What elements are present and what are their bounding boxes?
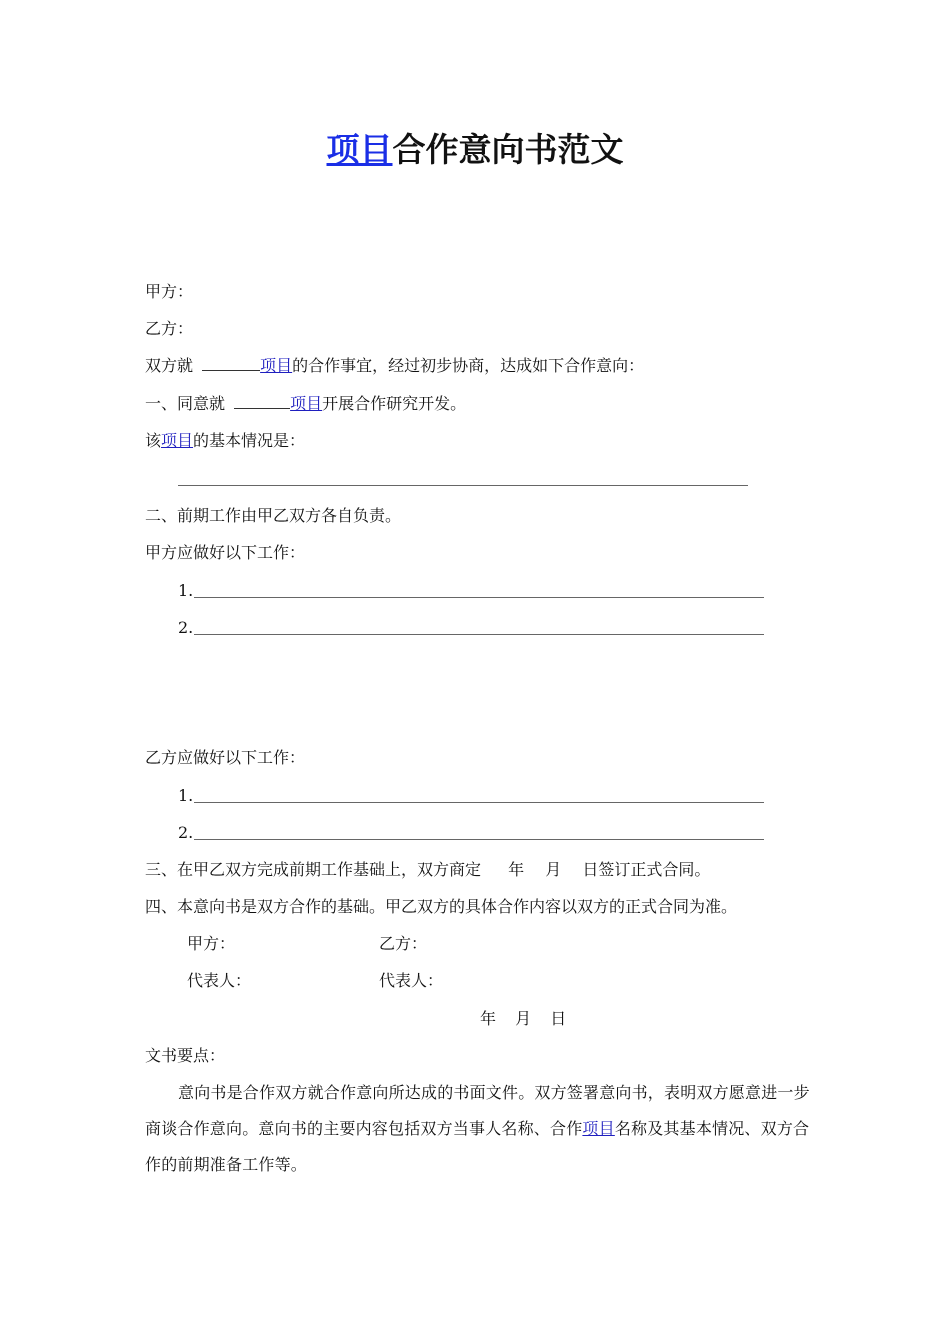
clause-1-blank[interactable] <box>234 394 290 409</box>
basic-pre: 该 <box>145 431 162 450</box>
basic-post: 的基本情况是： <box>193 431 306 450</box>
signature-party-a: 甲方： <box>187 934 236 953</box>
intro-blank[interactable] <box>202 356 260 371</box>
notes-link[interactable]: 项目 <box>582 1119 615 1138</box>
party-b-item-2-line[interactable] <box>194 839 764 840</box>
intro-post: 的合作事宜，经过初步协商，达成如下合作意向： <box>292 356 645 375</box>
party-b-item-1-line[interactable] <box>194 802 764 803</box>
party-b-item-2-number: 2. <box>178 823 194 842</box>
party-a-item-1-number: 1. <box>178 581 194 600</box>
intro-line <box>145 356 644 376</box>
clause-3-month: 月 <box>545 860 562 879</box>
intro-pre: 双方就 <box>145 356 194 375</box>
party-b-item-1-number: 1. <box>178 786 194 805</box>
party-a-item-2-line[interactable] <box>194 634 764 635</box>
party-b-work-heading: 乙方应做好以下工作： <box>145 748 306 767</box>
party-a-work-heading: 甲方应做好以下工作： <box>145 543 306 562</box>
basic-info-line <box>145 431 305 451</box>
party-a-label: 甲方： <box>145 282 194 301</box>
party-a-item-2-number: 2. <box>178 618 194 637</box>
notes-post: 名称及其基本情况、双方合作的前期准备工作等。 <box>145 1119 810 1174</box>
title-link[interactable]: 项目 <box>326 130 393 169</box>
document-title <box>0 128 950 172</box>
clause-1 <box>145 394 466 414</box>
party-a-item-1-line[interactable] <box>194 597 764 598</box>
clause-3-year: 年 <box>508 860 525 879</box>
basic-info-blank-line[interactable] <box>178 485 748 486</box>
signature-date-day: 日 <box>550 1009 567 1028</box>
clause-3 <box>145 860 710 880</box>
notes-heading: 文书要点： <box>145 1046 226 1065</box>
clause-1-post: 开展合作研究开发。 <box>322 394 467 413</box>
clause-3-day: 日签订正式合同。 <box>582 860 711 879</box>
signature-date <box>480 1009 566 1029</box>
signature-rep-a: 代表人： <box>187 971 252 990</box>
clause-2: 二、前期工作由甲乙双方各自负责。 <box>145 506 402 525</box>
clause-4: 四、本意向书是双方合作的基础。甲乙双方的具体合作内容以双方的正式合同为准。 <box>145 897 738 916</box>
party-b-label: 乙方： <box>145 319 194 338</box>
notes-paragraph <box>145 1075 810 1183</box>
signature-party-b: 乙方： <box>379 934 428 953</box>
basic-link[interactable]: 项目 <box>161 431 194 450</box>
signature-date-year: 年 <box>480 1009 497 1028</box>
intro-link[interactable]: 项目 <box>260 356 293 375</box>
clause-3-text: 三、在甲乙双方完成前期工作基础上，双方商定 <box>145 860 482 879</box>
signature-rep-b: 代表人： <box>379 971 444 990</box>
signature-date-month: 月 <box>515 1009 532 1028</box>
clause-1-pre: 一、同意就 <box>145 394 226 413</box>
notes-pre: 意向书是合作双方就合作意向所达成的书面文件。双方签署意向书，表明双方愿意进一步商谈合作意向。意向书的主要内容包括双方当事人名称、合作 <box>145 1083 810 1138</box>
title-text: 合作意向书范文 <box>392 130 624 169</box>
clause-1-link[interactable]: 项目 <box>290 394 323 413</box>
